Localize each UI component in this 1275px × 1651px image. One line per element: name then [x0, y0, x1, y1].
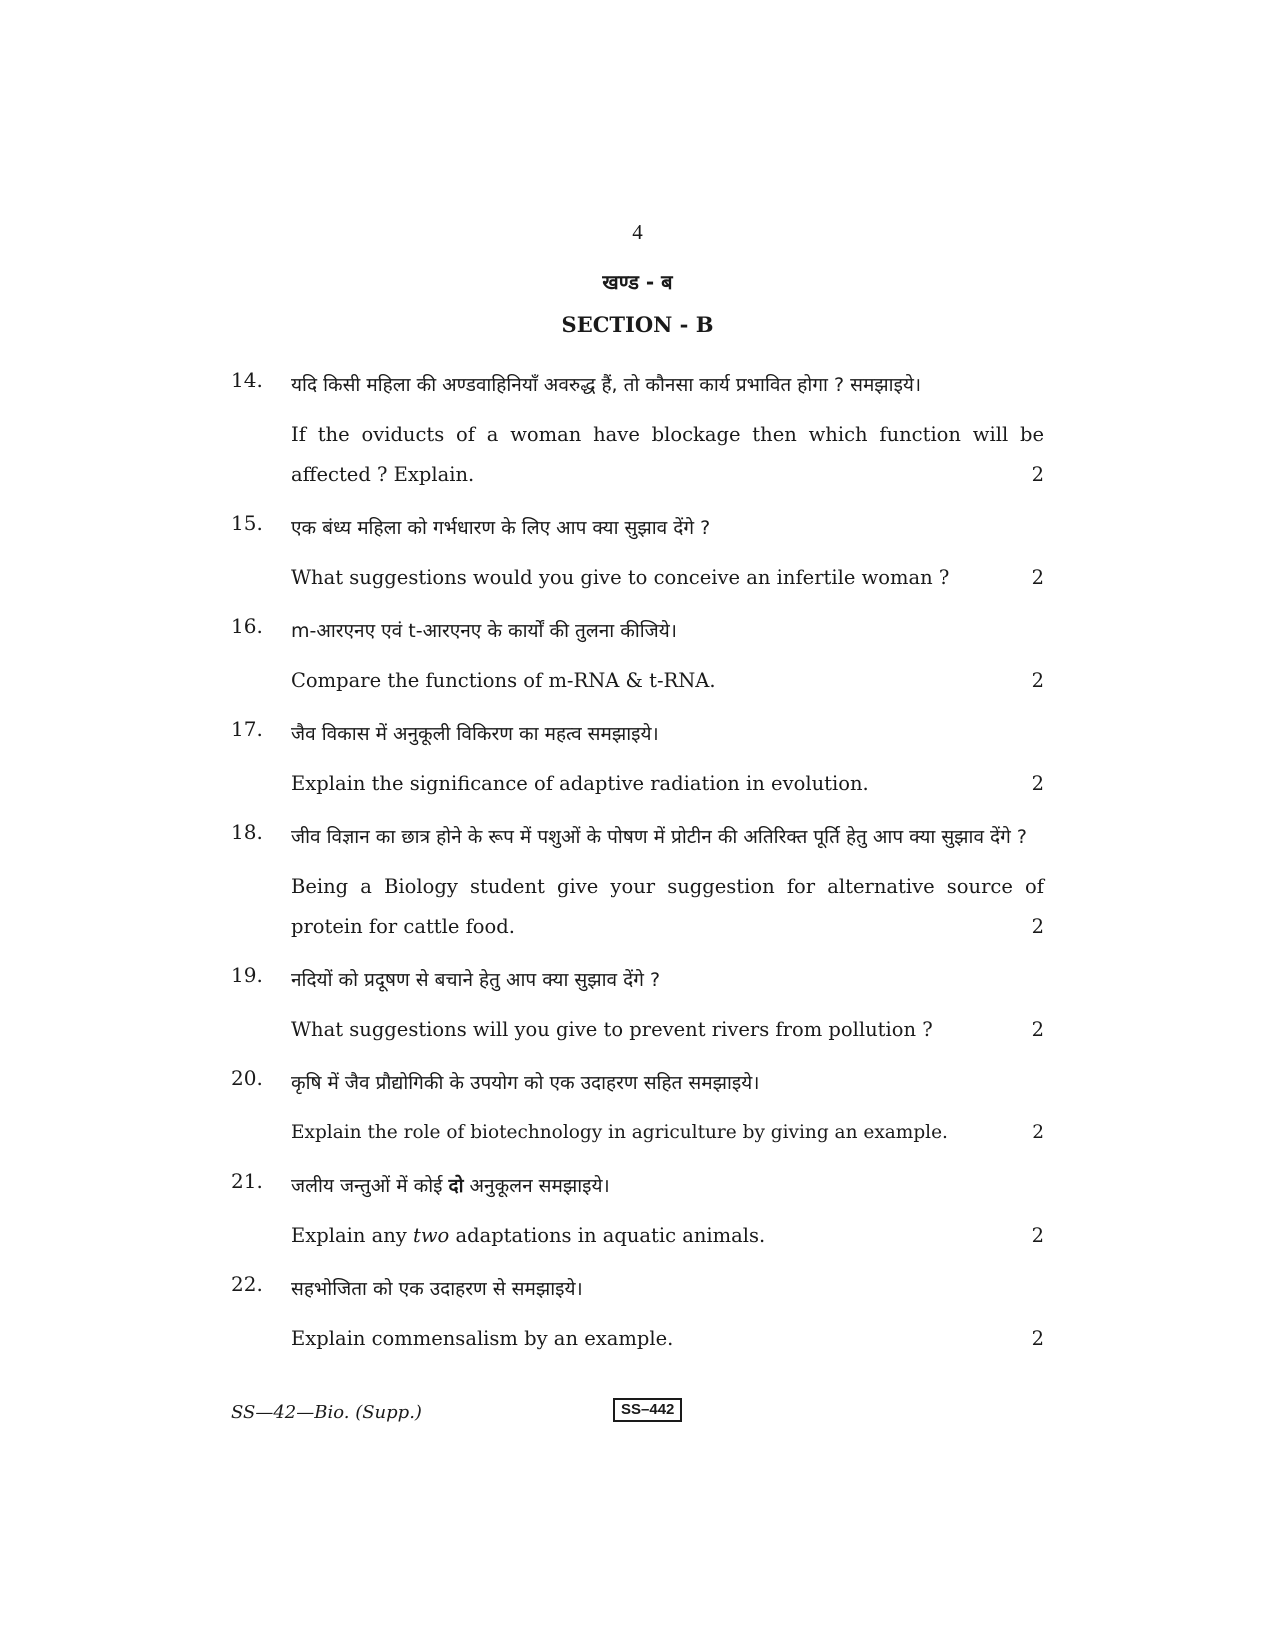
question-20 — [231, 1063, 1044, 1153]
question-17 — [231, 714, 1044, 804]
page-number: 4 — [632, 220, 643, 244]
question-text-english — [291, 1010, 1044, 1050]
question-text-english — [291, 764, 1044, 804]
question-text-hindi: एक बंध्य महिला को गर्भधारण के लिए आप क्या सुझाव देंगे ? — [291, 517, 711, 539]
marks: 2 — [1031, 915, 1044, 938]
section-title-english: SECTION - B — [561, 312, 714, 337]
question-14 — [231, 365, 1044, 495]
question-text: Being a Biology student give your suggestion for alternative source of protein for cattle food. — [291, 875, 1044, 938]
marks: 2 — [1031, 1327, 1044, 1350]
question-text-hindi: जीव विज्ञान का छात्र होने के रूप में पशुओं के पोषण में प्रोटीन की अतिरिक्त पूर्ति हेतु आप क्या सुझाव देंगे ? — [291, 826, 1027, 848]
marks: 2 — [1031, 669, 1044, 692]
question-text-hindi: जैव विकास में अनुकूली विकिरण का महत्व समझाइये। — [291, 723, 659, 745]
question-text-english — [291, 867, 1044, 947]
question-19 — [231, 960, 1044, 1050]
question-text-english — [291, 1113, 1044, 1153]
emphasis-italic: two — [412, 1224, 450, 1247]
question-text-part: adaptations in aquatic animals. — [449, 1224, 766, 1247]
question-number: 17. — [231, 717, 263, 741]
question-number: 21. — [231, 1169, 263, 1193]
question-16 — [231, 611, 1044, 701]
marks: 2 — [1031, 463, 1044, 486]
footer-code-box: SS–442 — [613, 1398, 682, 1422]
question-number: 19. — [231, 963, 263, 987]
question-text-part: Explain any — [291, 1224, 413, 1247]
footer-paper-id: SS—42—Bio. (Supp.) — [231, 1402, 422, 1423]
question-number: 18. — [231, 820, 263, 844]
question-text: If the oviducts of a woman have blockage then which function will be affected ? Explain. — [291, 423, 1044, 486]
question-text-hindi — [291, 1166, 1044, 1206]
question-text: Explain the role of biotechnology in agriculture by giving an example. — [291, 1122, 948, 1143]
question-text-part: अनुकूलन समझाइये। — [463, 1175, 610, 1197]
marks: 2 — [1031, 772, 1044, 795]
question-text-hindi: m-आरएनए एवं t-आरएनए के कार्यों की तुलना कीजिये। — [291, 620, 678, 642]
question-21 — [231, 1166, 1044, 1256]
question-text-hindi: नदियों को प्रदूषण से बचाने हेतु आप क्या सुझाव देंगे ? — [291, 969, 661, 991]
question-text-english — [291, 661, 1044, 701]
question-15 — [231, 508, 1044, 598]
marks: 2 — [1032, 1122, 1044, 1143]
question-text: What suggestions would you give to conceive an infertile woman ? — [291, 566, 950, 589]
section-title-hindi: खण्ड - ब — [602, 270, 673, 294]
question-text-english — [291, 1319, 1044, 1359]
question-text: Compare the functions of m-RNA & t-RNA. — [291, 669, 716, 692]
marks: 2 — [1031, 566, 1044, 589]
marks: 2 — [1031, 1224, 1044, 1247]
question-text: Explain the significance of adaptive radiation in evolution. — [291, 772, 869, 795]
question-text-english — [291, 415, 1044, 495]
question-number: 14. — [231, 368, 263, 392]
question-text-english — [291, 1216, 1044, 1256]
question-18 — [231, 817, 1044, 947]
emphasis-bold: दो — [448, 1175, 464, 1197]
question-text-hindi: कृषि में जैव प्रौद्योगिकी के उपयोग को एक उदाहरण सहित समझाइये। — [291, 1072, 760, 1094]
marks: 2 — [1031, 1018, 1044, 1041]
question-list — [231, 365, 1044, 1372]
question-22 — [231, 1269, 1044, 1359]
question-number: 15. — [231, 511, 263, 535]
question-text-english — [291, 558, 1044, 598]
question-number: 20. — [231, 1066, 263, 1090]
question-text-hindi: सहभोजिता को एक उदाहरण से समझाइये। — [291, 1278, 583, 1300]
question-text: Explain commensalism by an example. — [291, 1327, 674, 1350]
question-text: What suggestions will you give to prevent rivers from pollution ? — [291, 1018, 933, 1041]
question-number: 16. — [231, 614, 263, 638]
question-number: 22. — [231, 1272, 263, 1296]
question-text-part: जलीय जन्तुओं में कोई — [291, 1175, 449, 1197]
question-text-hindi: यदि किसी महिला की अण्डवाहिनियाँ अवरुद्ध हैं, तो कौनसा कार्य प्रभावित होगा ? समझाइये। — [291, 374, 922, 396]
